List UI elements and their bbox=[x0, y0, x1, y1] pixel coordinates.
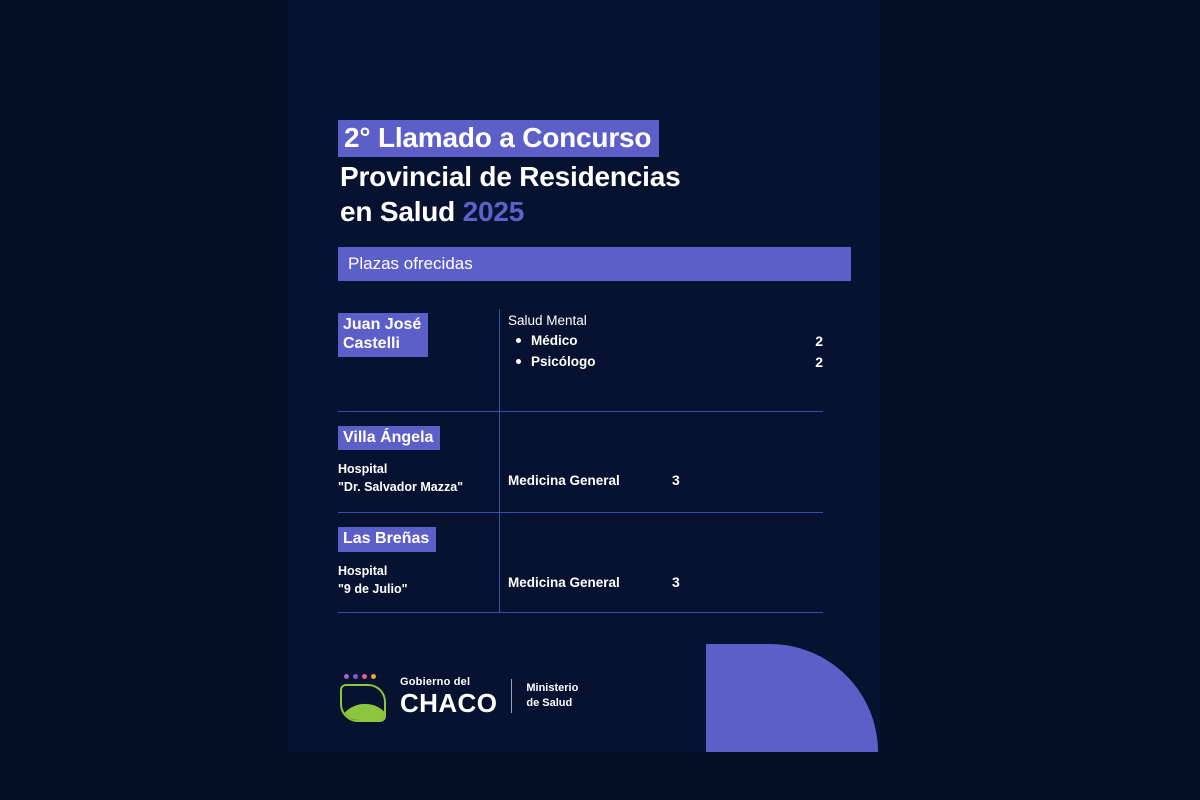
row-detail-cell bbox=[500, 309, 823, 411]
list-item-label: Medicina General bbox=[508, 472, 620, 488]
government-wordmark bbox=[400, 677, 497, 716]
list-item-label: Médico bbox=[531, 333, 578, 349]
title-line-2: Provincial de Residencias bbox=[340, 161, 681, 193]
row-city-cell bbox=[338, 309, 500, 411]
list-item-label: Medicina General bbox=[508, 574, 620, 590]
row-city-cell bbox=[338, 513, 500, 612]
list-item-count: 2 bbox=[815, 332, 823, 349]
hospital-name: Hospital "Dr. Salvador Mazza" bbox=[338, 462, 464, 495]
title-line-3-text: en Salud bbox=[340, 195, 463, 227]
city-chip: Las Breñas bbox=[338, 527, 436, 552]
list-item-count: 3 bbox=[672, 574, 680, 591]
row-detail-cell bbox=[500, 412, 823, 513]
hospital-name: Hospital "9 de Julio" bbox=[338, 563, 408, 597]
table-row bbox=[338, 309, 823, 412]
logo-dots-icon bbox=[344, 674, 376, 679]
list-item-count: 2 bbox=[815, 353, 823, 370]
bullet-dot-icon bbox=[516, 338, 521, 343]
list-item-count: 3 bbox=[672, 472, 680, 489]
footer-logo bbox=[338, 672, 578, 720]
list-item bbox=[508, 472, 680, 488]
list-item bbox=[508, 574, 680, 590]
poster-content bbox=[338, 120, 868, 613]
subtitle-bar bbox=[338, 247, 851, 281]
ministry-line-1: Ministerio bbox=[526, 682, 579, 695]
specialty-list bbox=[508, 333, 823, 370]
poster-title bbox=[338, 120, 868, 229]
title-year: 2025 bbox=[462, 195, 525, 227]
list-item-label: Psicólogo bbox=[531, 354, 596, 370]
government-label: Gobierno del bbox=[400, 675, 471, 688]
row-detail-cell bbox=[500, 513, 823, 612]
subtitle-label: Plazas ofrecidas bbox=[348, 253, 473, 273]
bullet-dot-icon bbox=[516, 359, 521, 364]
title-line-1: 2° Llamado a Concurso bbox=[338, 120, 659, 157]
list-item bbox=[508, 354, 823, 370]
logo-leaf-icon bbox=[340, 684, 386, 722]
city-chip: Juan José Castelli bbox=[338, 313, 428, 357]
chaco-logo-icon bbox=[338, 672, 390, 720]
plazas-table bbox=[338, 309, 823, 614]
table-row bbox=[338, 412, 823, 514]
list-item bbox=[508, 333, 823, 349]
city-chip: Villa Ángela bbox=[338, 426, 440, 451]
ministry-label bbox=[526, 681, 578, 711]
chaco-label: CHACO bbox=[400, 687, 498, 718]
row-city-cell bbox=[338, 412, 500, 513]
table-row bbox=[338, 513, 823, 613]
title-line-3 bbox=[338, 195, 868, 229]
logo-divider bbox=[511, 679, 512, 713]
ministry-line-2: de Salud bbox=[526, 697, 573, 709]
specialty-heading: Salud Mental bbox=[508, 312, 587, 328]
